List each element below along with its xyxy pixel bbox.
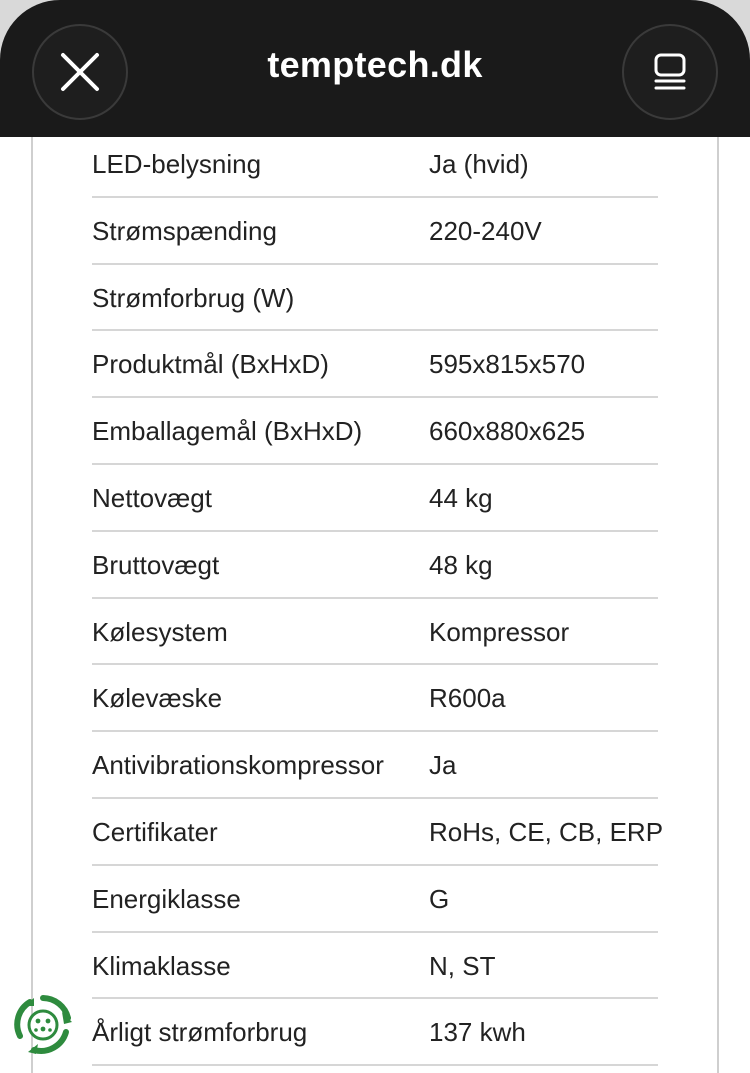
spec-label: Produktmål (BxHxD): [92, 349, 329, 380]
spec-row: [92, 532, 658, 599]
spec-row: [92, 331, 658, 398]
spec-value: Kompressor: [429, 616, 570, 647]
spec-label: Klimaklasse: [92, 950, 231, 981]
spec-row: [92, 866, 658, 933]
spec-row: [92, 398, 658, 465]
spec-value: Ja (hvid): [429, 149, 529, 179]
spec-row: [92, 265, 658, 332]
spec-label: Certifikater: [92, 816, 218, 847]
spec-label: Strømforbrug (W): [92, 282, 295, 313]
content-frame-left: [31, 137, 33, 1073]
spec-row: [92, 999, 658, 1066]
spec-value: 48 kg: [429, 549, 493, 580]
spec-label: LED-belysning: [92, 149, 262, 179]
spec-value: Ja: [429, 750, 457, 781]
spec-label: Årligt strømforbrug: [92, 1017, 308, 1048]
content-frame-right: [717, 137, 719, 1073]
spec-label: Nettovægt: [92, 482, 212, 513]
spec-row: [92, 198, 658, 265]
spec-row: [92, 933, 658, 1000]
spec-label: Kølevæske: [92, 683, 223, 714]
site-title[interactable]: temptech.dk: [267, 44, 483, 85]
spec-row: [92, 465, 658, 532]
close-button[interactable]: [32, 24, 128, 120]
spec-value: 137 kwh: [429, 1017, 526, 1048]
spec-label: Bruttovægt: [92, 549, 220, 580]
spec-table: [92, 131, 664, 1066]
browser-top-bar: [0, 0, 750, 137]
spec-value: G: [429, 883, 450, 914]
spec-row: [92, 131, 658, 198]
tabs-button[interactable]: [622, 24, 718, 120]
spec-label: Strømspænding: [92, 215, 277, 246]
spec-label: Energiklasse: [92, 883, 241, 914]
spec-label: Emballagemål (BxHxD): [92, 416, 363, 447]
spec-value: 44 kg: [429, 482, 493, 513]
spec-row: [92, 599, 658, 666]
spec-value: 660x880x625: [429, 416, 586, 447]
eco-widget-button[interactable]: [12, 992, 74, 1058]
spec-label: Antivibrationskompressor: [92, 750, 384, 781]
spec-value: R600a: [429, 683, 506, 714]
spec-value: RoHs, CE, CB, ERP: [429, 816, 664, 847]
spec-row: [92, 732, 658, 799]
spec-value: 595x815x570: [429, 349, 586, 380]
spec-label: Kølesystem: [92, 616, 228, 647]
close-icon: [60, 52, 100, 92]
tabs-icon: [650, 52, 690, 92]
spec-value: 220-240V: [429, 215, 542, 246]
spec-row: [92, 665, 658, 732]
spec-row: [92, 799, 664, 866]
recycle-icon: [12, 992, 74, 1058]
spec-value: N, ST: [429, 950, 496, 981]
